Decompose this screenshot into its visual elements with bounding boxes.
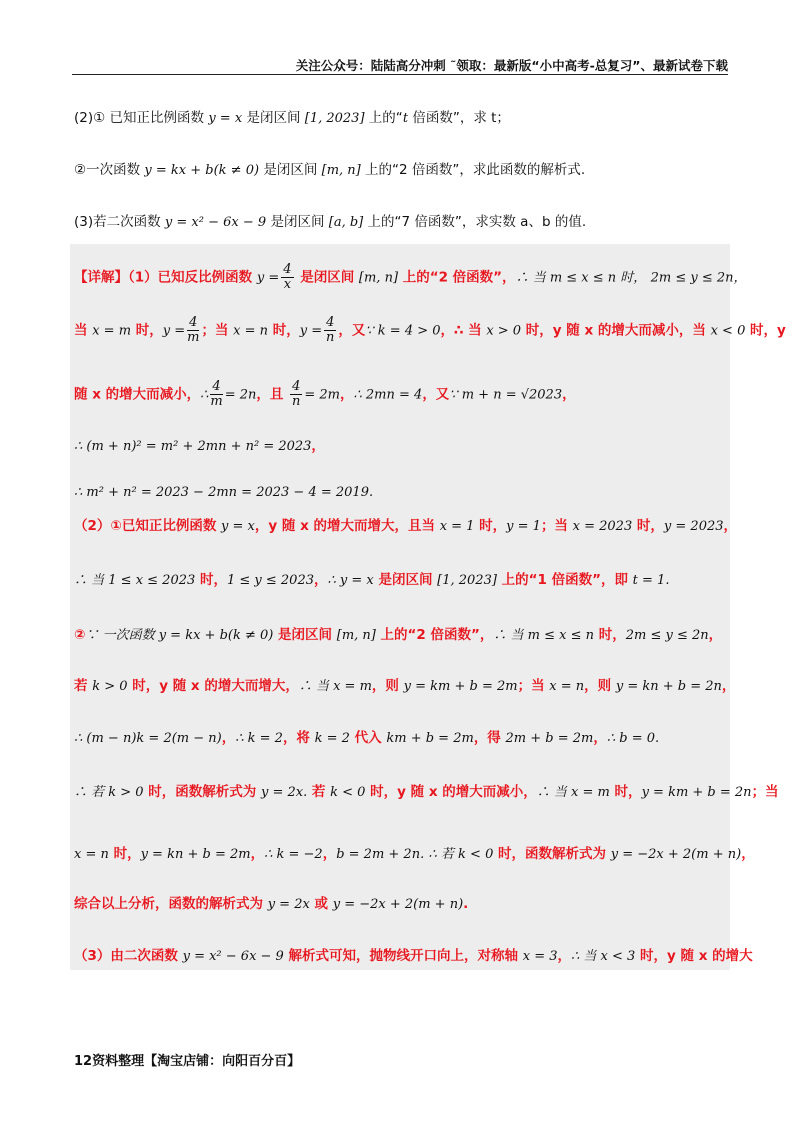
page-header <box>72 52 728 75</box>
math: y = x² − 6x − 9 <box>182 949 284 964</box>
solution-line-4 <box>74 436 325 457</box>
math: ∴ y = x <box>327 573 374 588</box>
text: ，则 <box>584 678 616 694</box>
text: ；当 <box>517 678 550 694</box>
fraction <box>290 380 302 409</box>
text: （1）已知反比例函数 <box>128 269 257 286</box>
math: t <box>402 111 409 126</box>
text: ， <box>221 730 236 746</box>
math: t = 1. <box>632 573 670 588</box>
math: [1, 2023] <box>304 111 365 126</box>
text: 时，y 随 x 的增大 <box>635 948 753 964</box>
solution-line-2 <box>74 316 786 345</box>
math: [m, n] <box>336 628 376 643</box>
math: ∵ 一次函数 y = kx + b(k ≠ 0) <box>85 628 274 643</box>
math: ∴ b = 0. <box>606 731 660 746</box>
math: ∴ 2mn = 4 <box>353 387 423 403</box>
text: 是闭区间 <box>295 269 359 286</box>
fraction-den: n <box>326 330 335 345</box>
solution-line-13 <box>74 894 468 915</box>
text: 时， <box>131 322 163 339</box>
math: ∵ m + n = √2023 <box>449 387 563 403</box>
page-footer <box>74 1050 300 1069</box>
text: ， <box>250 846 265 862</box>
fraction-num: 4 <box>292 379 301 394</box>
text: 上的“2 倍函数”， <box>375 627 494 643</box>
text: 时， <box>108 846 141 862</box>
fraction-num: 4 <box>326 315 335 330</box>
math: 2m ≤ y ≤ 2n， <box>650 270 747 286</box>
math: y = x <box>208 111 243 126</box>
math: 2m + b = 2m <box>505 731 594 746</box>
question-2-2 <box>74 160 585 181</box>
text: 时，y <box>745 322 786 339</box>
math: x = n <box>74 847 109 862</box>
math: ∴ 若 k > 0 <box>74 785 144 800</box>
solution-line-9 <box>74 676 735 697</box>
text: 解析式可知，抛物线开口向上，对称轴 <box>283 948 523 964</box>
text: 时， <box>594 627 626 643</box>
detail-tag: 【详解】 <box>74 269 128 286</box>
math: ∴ 当 1 ≤ x ≤ 2023 <box>74 573 196 588</box>
text: 若 <box>74 678 93 694</box>
text: (3)若二次函数 <box>74 214 165 230</box>
footer-text: 资料整理【淘宝店铺：向阳百分百】 <box>92 1054 301 1069</box>
text: ②一次函数 <box>74 162 145 178</box>
text: ， <box>708 627 723 643</box>
math: y = 2023 <box>663 519 724 534</box>
text: 代入 <box>349 730 387 746</box>
math: k < 0 <box>330 785 366 800</box>
text: 时，y 随 x 的增大而增大， <box>127 678 299 694</box>
math: 1 ≤ y ≤ 2023 <box>226 573 314 588</box>
math: 2m ≤ y ≤ 2n <box>625 628 709 643</box>
math: y = kn + b = 2m <box>140 847 251 862</box>
text: 上的“2 倍函数”， <box>398 269 516 286</box>
solution-line-10 <box>74 728 659 749</box>
text: ，又 <box>338 322 366 339</box>
math: ∴ k = 2 <box>235 731 283 746</box>
math: ∴ 当 m ≤ x ≤ n <box>493 628 595 643</box>
text: 时，y 随 x 的增大而减小，当 <box>521 322 711 339</box>
text: 若 <box>307 784 331 800</box>
math: ∵ k = 4 > 0 <box>365 323 441 339</box>
text: 上的“2 倍函数”，求此函数的解析式. <box>360 162 586 178</box>
text: ，且 <box>256 386 289 403</box>
math: [m, n] <box>358 270 399 286</box>
math: x = 1 <box>439 519 475 534</box>
fraction-den: x <box>283 277 292 292</box>
math: ∴ 当 x = m <box>298 679 372 694</box>
fraction <box>324 316 336 345</box>
math: y = <box>256 270 280 286</box>
math: = 2m <box>304 387 340 403</box>
text: 是闭区间 <box>242 110 305 126</box>
text: ， <box>314 572 328 588</box>
math: y = 1 <box>506 519 541 534</box>
text: . <box>463 896 469 912</box>
fraction <box>210 380 222 409</box>
math: x = 2023 <box>572 519 633 534</box>
text: 上的“1 倍函数”，即 <box>496 572 633 588</box>
page-number: 12 <box>74 1054 93 1069</box>
math: ∴ m² + n² = 2023 − 2mn = 2023 − 4 = 2019. <box>74 485 374 500</box>
math: x = n <box>233 323 269 339</box>
math: y = <box>299 323 323 339</box>
math: b = 2m + 2n. <box>336 847 425 862</box>
question-3 <box>74 212 586 233</box>
math: ∴ k = −2 <box>264 847 323 862</box>
math: ∴ 当 x = m <box>536 785 610 800</box>
fraction-den: m <box>187 330 200 345</box>
text: ，则 <box>371 678 404 694</box>
math: y = x² − 6x − 9 <box>164 215 267 230</box>
math: [m, n] <box>321 163 361 178</box>
solution-line-14 <box>74 946 753 967</box>
math: y = x <box>221 519 255 534</box>
fraction-den: m <box>210 394 223 409</box>
text: 上的“7 倍函数”，求实数 a、b 的值. <box>363 214 587 230</box>
fraction <box>281 263 293 292</box>
text: ， <box>741 846 755 862</box>
math: y = km + b = 2m <box>403 679 518 694</box>
text: 时， <box>609 784 642 800</box>
text: （2）①已知正比例函数 <box>74 518 222 534</box>
math: x > 0 <box>486 323 522 339</box>
text: ，又 <box>422 386 450 403</box>
solution-line-8 <box>74 625 722 646</box>
text: 时， <box>632 518 664 534</box>
text: ，将 <box>282 730 315 746</box>
math: [1, 2023] <box>437 573 497 588</box>
math: y = −2x + 2(m + n) <box>332 897 464 912</box>
math: k = 2 <box>314 731 350 746</box>
text: ，得 <box>473 730 506 746</box>
math: k > 0 <box>92 679 128 694</box>
math: x = m <box>92 323 132 339</box>
math: y = km + b = 2n <box>641 785 752 800</box>
text: 时，函数解析式为 <box>493 846 611 862</box>
math: ∴ (m + n)² = m² + 2mn + n² = 2023 <box>74 439 312 454</box>
text: ， <box>322 846 337 862</box>
text: 或 <box>309 896 333 912</box>
text: 是闭区间 <box>259 162 322 178</box>
math: = 2n <box>224 387 257 403</box>
fraction <box>187 316 199 345</box>
math: y = 2x. <box>260 785 308 800</box>
math: x = 3 <box>522 949 558 964</box>
solution-line-6 <box>74 516 737 537</box>
text: ， <box>557 948 571 964</box>
text: 是闭区间 <box>266 214 329 230</box>
text: ；当 <box>201 322 234 339</box>
solution-line-12 <box>74 844 755 865</box>
text: ；当 <box>540 518 573 534</box>
math: x < 0 <box>710 323 746 339</box>
fraction-den: n <box>292 394 301 409</box>
math: [a, b] <box>328 215 364 230</box>
text: 是闭区间 <box>273 627 337 643</box>
text: ， <box>311 438 325 454</box>
text: 时， <box>474 518 507 534</box>
text: 时，y 随 x 的增大而减小， <box>365 784 537 800</box>
text: 倍函数”，求 t； <box>408 110 510 126</box>
fraction-num: 4 <box>210 380 222 395</box>
text: ， <box>721 678 736 694</box>
fraction-num: 4 <box>187 316 199 331</box>
text: ， <box>723 518 738 534</box>
solution-line-11 <box>74 782 779 803</box>
text: ，y 随 x 的增大而增大，且当 <box>254 518 440 534</box>
math: ∴ <box>200 387 209 403</box>
text: （3）由二次函数 <box>74 948 183 964</box>
text: 时， <box>268 322 300 339</box>
math: km + b = 2m <box>386 731 474 746</box>
solution-line-7 <box>74 570 669 591</box>
math: y = kx + b(k ≠ 0) <box>144 163 260 178</box>
math: y = −2x + 2(m + n) <box>610 847 742 862</box>
text: 当 <box>74 322 93 339</box>
text: (2)① 已知正比例函数 <box>74 110 209 126</box>
header-text: 关注公众号：陆陆高分冲刺 ˜领取：最新版“小中高考-总复习”、最新试卷下载 <box>295 58 728 73</box>
text: 是闭区间 <box>373 572 438 588</box>
math: ∴ 当 x < 3 <box>571 949 636 964</box>
text: ， <box>340 386 354 403</box>
text: ， <box>562 386 576 403</box>
math: y = kn + b = 2n <box>615 679 722 694</box>
math: y = 2x <box>267 897 310 912</box>
text: 时，函数解析式为 <box>143 784 261 800</box>
math: x = n <box>549 679 585 694</box>
question-2-1 <box>74 108 510 129</box>
text: 时， <box>195 572 227 588</box>
math: ∴ 若 k < 0 <box>428 847 494 862</box>
fraction-num: 4 <box>283 262 292 277</box>
solution-line-1 <box>74 263 747 292</box>
text: ， <box>593 730 607 746</box>
math: ∴ (m − n)k = 2(m − n) <box>74 731 222 746</box>
text: 上的“ <box>364 110 403 126</box>
text: ，∴ 当 <box>440 322 487 339</box>
text: 综合以上分析，函数的解析式为 <box>74 896 268 912</box>
text: ② <box>74 627 86 643</box>
solution-line-3 <box>74 380 576 409</box>
math: y = <box>162 323 186 339</box>
solution-line-5 <box>74 482 373 503</box>
math: ∴ 当 m ≤ x ≤ n 时， <box>515 270 647 286</box>
text: 随 x 的增大而减小， <box>74 386 201 403</box>
text: ；当 <box>751 784 779 800</box>
